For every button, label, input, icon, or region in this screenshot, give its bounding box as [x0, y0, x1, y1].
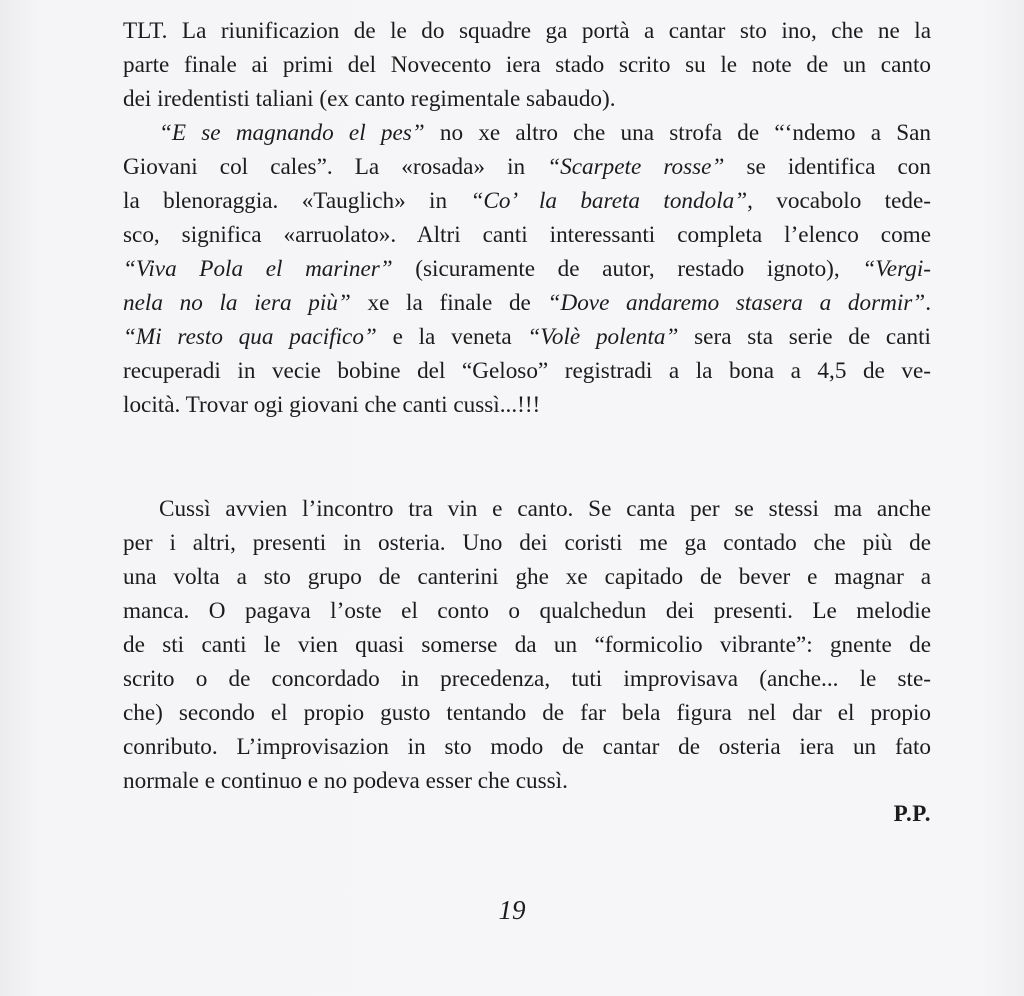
text-line: parte finale ai primi del Novecento iera stado scrito su le note de un canto	[123, 52, 931, 78]
text-span: no xe altro che una strofa de “‘ndemo a San	[424, 120, 931, 146]
text-line: conributo. L’improvisazion in sto modo de cantar de osteria iera un fato	[123, 734, 931, 760]
text-line: che) secondo el propio gusto tentando de far bela figura nel dar el propio	[123, 700, 931, 726]
song-title: “Dove andaremo stasera a dormir”	[547, 290, 926, 316]
song-title: “Scarpete rosse”	[547, 154, 725, 180]
text-line: dei iredentisti taliani (ex canto regimentale sabaudo).	[123, 86, 616, 112]
text-span: .	[925, 290, 931, 316]
text-line: manca. O pagava l’oste el conto o qualchedun dei presenti. Le melodie	[123, 598, 931, 624]
song-title: “Co’ la bareta tondola”	[470, 188, 748, 214]
text-line	[123, 184, 931, 218]
text-span: se identifica con	[724, 154, 931, 180]
text-line: normale e continuo e no podeva esser che cussì.	[123, 768, 568, 794]
song-title: “E se magnando el pes”	[159, 120, 425, 146]
text-span: Giovani col cales”. La «rosada» in	[123, 154, 548, 180]
text-line	[123, 320, 931, 354]
text-line	[123, 116, 931, 150]
page-number: 19	[498, 895, 526, 925]
song-title: “Viva Pola el mariner”	[123, 256, 393, 282]
text-line: recuperadi in vecie bobine del “Geloso” registradi a la bona a 4,5 de ve-	[123, 358, 931, 384]
song-title: “Vergi-	[862, 256, 932, 282]
paragraph-1	[123, 14, 931, 422]
text-span: la blenoraggia. «Tauglich» in	[123, 188, 471, 214]
text-line: per i altri, presenti in osteria. Uno dei coristi me ga contado che più de	[123, 530, 931, 556]
text-line: scrito o de concordado in precedenza, tuti improvisava (anche... le ste-	[123, 666, 931, 692]
song-title: “Volè polenta”	[527, 324, 679, 350]
text-span: xe la finale de	[350, 290, 548, 316]
text-line: locità. Trovar ogi giovani che canti cussì...!!!	[123, 392, 541, 418]
paragraph-2	[123, 492, 931, 798]
text-span: sera sta serie de canti	[678, 324, 931, 350]
text-line: una volta a sto grupo de canterini ghe xe capitado de bever e magnar a	[123, 564, 931, 590]
author-signature: P.P.	[893, 801, 931, 826]
song-title: nela no la iera più”	[123, 290, 351, 316]
text-line	[123, 286, 931, 320]
text-line: de sti canti le vien quasi somerse da un “formicolio vibrante”: gnente de	[123, 632, 931, 658]
song-title: “Mi resto qua pacifico”	[123, 324, 377, 350]
text-line: Cussì avvien l’incontro tra vin e canto. Se canta per se stessi ma anche	[159, 496, 931, 522]
text-line	[123, 150, 931, 184]
text-line: sco, significa «arruolato». Altri canti interessanti completa l’elenco come	[123, 222, 931, 248]
text-span: e la veneta	[376, 324, 528, 350]
text-line	[123, 252, 931, 286]
text-span: (sicuramente de autor, restado ignoto),	[392, 256, 863, 282]
text-line: TLT. La riunificazion de le do squadre ga portà a cantar sto ino, che ne la	[123, 18, 931, 44]
text-span: , vocabolo tede-	[747, 188, 932, 214]
